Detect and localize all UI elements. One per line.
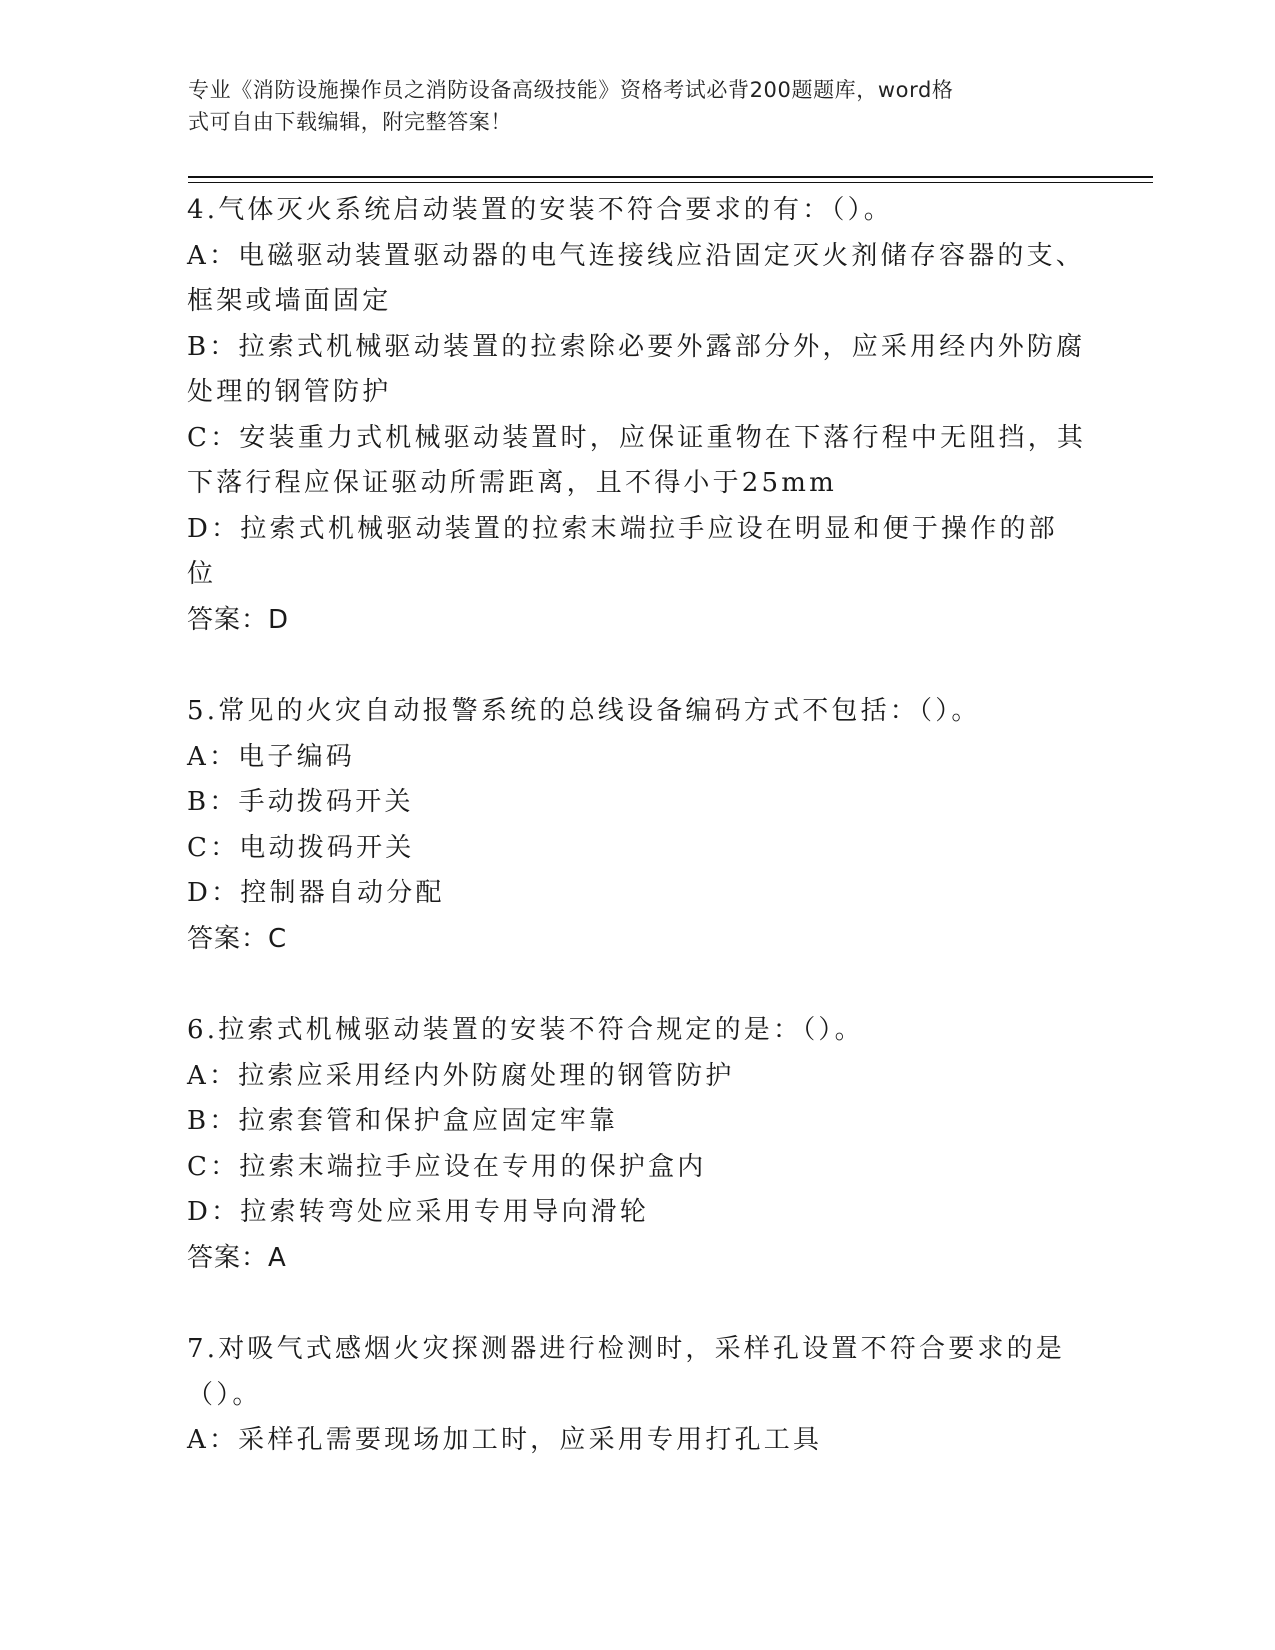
option-a: A：电子编码 bbox=[187, 741, 355, 772]
question-4 bbox=[187, 188, 1087, 643]
question-stem: 6.拉索式机械驱动装置的安装不符合规定的是：（）。 bbox=[187, 1015, 864, 1045]
document-header bbox=[188, 74, 1068, 138]
answer-line: 答案：A bbox=[187, 1242, 287, 1273]
option-text: D：拉索式机械驱动装置的拉索末端拉手应设在明显和便于操作的部位 bbox=[187, 513, 1058, 589]
question-stem: 4.气体灭火系统启动装置的安装不符合要求的有：（）。 bbox=[187, 195, 894, 225]
question-7 bbox=[187, 1327, 1087, 1464]
option-b: B：拉索套管和保护盒应固定牢靠 bbox=[187, 1106, 619, 1136]
answer-line: 答案：D bbox=[187, 604, 290, 635]
option-b: B：手动拨码开关 bbox=[187, 787, 414, 817]
answer-line: 答案：C bbox=[187, 923, 288, 954]
header-line-1: 专业《消防设施操作员之消防设备高级技能》资格考试必背200题题库，word格 bbox=[188, 78, 954, 102]
option-a: A：采样孔需要现场加工时，应采用专用打孔工具 bbox=[187, 1425, 823, 1455]
question-stem-continued: （）。 bbox=[187, 1379, 262, 1410]
option-text-continued: 下落行程应保证驱动所需距离，且不得小于25mm bbox=[187, 468, 837, 498]
option-d bbox=[187, 507, 1087, 598]
question-list bbox=[187, 188, 1087, 1464]
option-c bbox=[187, 416, 1087, 507]
header-line-2: 式可自由下载编辑，附完整答案！ bbox=[188, 110, 512, 134]
question-5 bbox=[187, 689, 1087, 962]
option-text: C：安装重力式机械驱动装置时，应保证重物在下落行程中无阻挡，其 bbox=[187, 422, 1087, 453]
option-text-continued: 处理的钢管防护 bbox=[187, 377, 392, 407]
header-rule-thin bbox=[188, 182, 1153, 183]
option-c: C：电动拨码开关 bbox=[187, 832, 415, 863]
question-stem: 7.对吸气式感烟火灾探测器进行检测时，采样孔设置不符合要求的是 bbox=[187, 1334, 1066, 1364]
option-c: C：拉索末端拉手应设在专用的保护盒内 bbox=[187, 1151, 707, 1182]
option-text-continued: 框架或墙面固定 bbox=[187, 286, 392, 316]
question-6 bbox=[187, 1008, 1087, 1281]
option-d: D：拉索转弯处应采用专用导向滑轮 bbox=[187, 1197, 650, 1227]
option-a bbox=[187, 234, 1087, 325]
question-stem: 5.常见的火灾自动报警系统的总线设备编码方式不包括：（）。 bbox=[187, 696, 981, 726]
option-text: A：电磁驱动装置驱动器的电气连接线应沿固定灭火剂储存容器的支、 bbox=[187, 240, 1085, 271]
header-rule-thick bbox=[188, 176, 1153, 178]
option-b bbox=[187, 325, 1087, 416]
option-a: A：拉索应采用经内外防腐处理的钢管防护 bbox=[187, 1060, 735, 1091]
option-d: D：控制器自动分配 bbox=[187, 878, 445, 908]
option-text: B：拉索式机械驱动装置的拉索除必要外露部分外，应采用经内外防腐 bbox=[187, 331, 1086, 362]
